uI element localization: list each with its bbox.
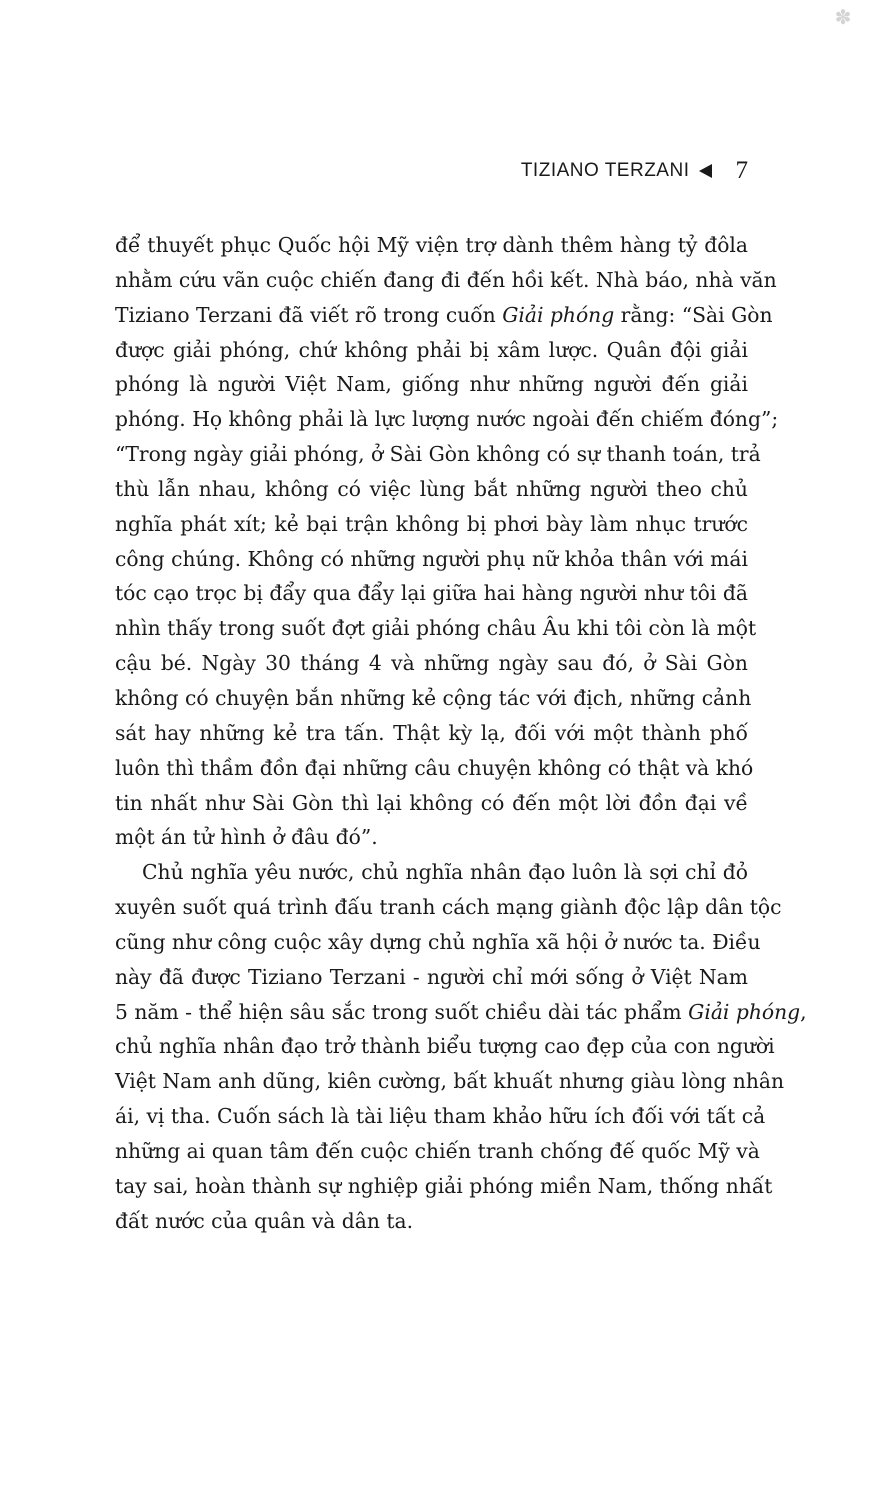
text-line: Chủ nghĩa yêu nước, chủ nghĩa nhân đạo luôn là sợi chỉ đỏ [142,860,748,885]
text-line: 5 năm - thể hiện sâu sắc trong suốt chiều dài tác phẩm Giải phóng, [115,999,807,1024]
text-line: đất nước của quân và dân ta. [115,1208,414,1233]
text-line: phóng là người Việt Nam, giống như những người đến giải [115,372,748,397]
text-line: này đã được Tiziano Terzani - người chỉ mới sống ở Việt Nam [115,964,748,989]
flower-ornament-icon: ✽ [834,5,852,29]
left-triangle-icon [699,164,712,178]
text-line: Tiziano Terzani đã viết rõ trong cuốn Giải phóng rằng: “Sài Gòn [115,302,773,327]
text-line: tay sai, hoàn thành sự nghiệp giải phóng miền Nam, thống nhất [115,1173,773,1198]
text-line: cậu bé. Ngày 30 tháng 4 và những ngày sau đó, ở Sài Gòn [115,651,748,676]
text-line: những ai quan tâm đến cuộc chiến tranh chống đế quốc Mỹ và [115,1138,760,1163]
paragraph [115,228,779,855]
running-title: TIZIANO TERZANI [520,160,690,181]
text-line: ái, vị tha. Cuốn sách là tài liệu tham khảo hữu ích đối với tất cả [115,1104,766,1129]
text-line: tin nhất như Sài Gòn thì lại không có đến một lời đồn đại về [115,790,748,815]
text-line: phóng. Họ không phải là lực lượng nước ngoài đến chiếm đóng”; [115,407,779,432]
text-line: để thuyết phục Quốc hội Mỹ viện trợ dành thêm hàng tỷ đôla [115,233,748,257]
body-text [115,228,807,1238]
paragraph [115,855,807,1238]
text-line: thù lẫn nhau, không có việc lùng bắt những người theo chủ [115,476,748,501]
book-title: Giải phóng [688,999,801,1024]
text-line: xuyên suốt quá trình đấu tranh cách mạng giành độc lập dân tộc [115,895,782,920]
text-line: sát hay những kẻ tra tấn. Thật kỳ lạ, đối với một thành phố [115,720,748,745]
text-line: nhằm cứu vãn cuộc chiến đang đi đến hồi kết. Nhà báo, nhà văn [115,267,777,292]
text-line: không có chuyện bắn những kẻ cộng tác với địch, những cảnh [115,685,752,710]
text-line: luôn thì thầm đồn đại những câu chuyện không có thật và khó [115,755,754,780]
text-line: Việt Nam anh dũng, kiên cường, bất khuất nhưng giàu lòng nhân [115,1069,785,1094]
text-line: một án tử hình ở đâu đó”. [115,825,378,850]
running-header [490,156,748,186]
text-line: được giải phóng, chứ không phải bị xâm lược. Quân đội giải [115,337,748,362]
text-line: nghĩa phát xít; kẻ bại trận không bị phơi bày làm nhục trước [115,511,748,536]
text-line: cũng như công cuộc xây dựng chủ nghĩa xã hội ở nước ta. Điều [115,929,761,954]
text-line: chủ nghĩa nhân đạo trở thành biểu tượng cao đẹp của con người [115,1034,775,1059]
page-number: 7 [735,157,748,184]
book-title: Giải phóng [502,302,615,327]
text-line: công chúng. Không có những người phụ nữ khỏa thân với mái [115,546,748,571]
text-line: tóc cạo trọc bị đẩy qua đẩy lại giữa hai hàng người như tôi đã [115,581,748,606]
text-line: “Trong ngày giải phóng, ở Sài Gòn không có sự thanh toán, trả [115,442,761,467]
text-line: nhìn thấy trong suốt đợt giải phóng châu Âu khi tôi còn là một [115,616,757,641]
